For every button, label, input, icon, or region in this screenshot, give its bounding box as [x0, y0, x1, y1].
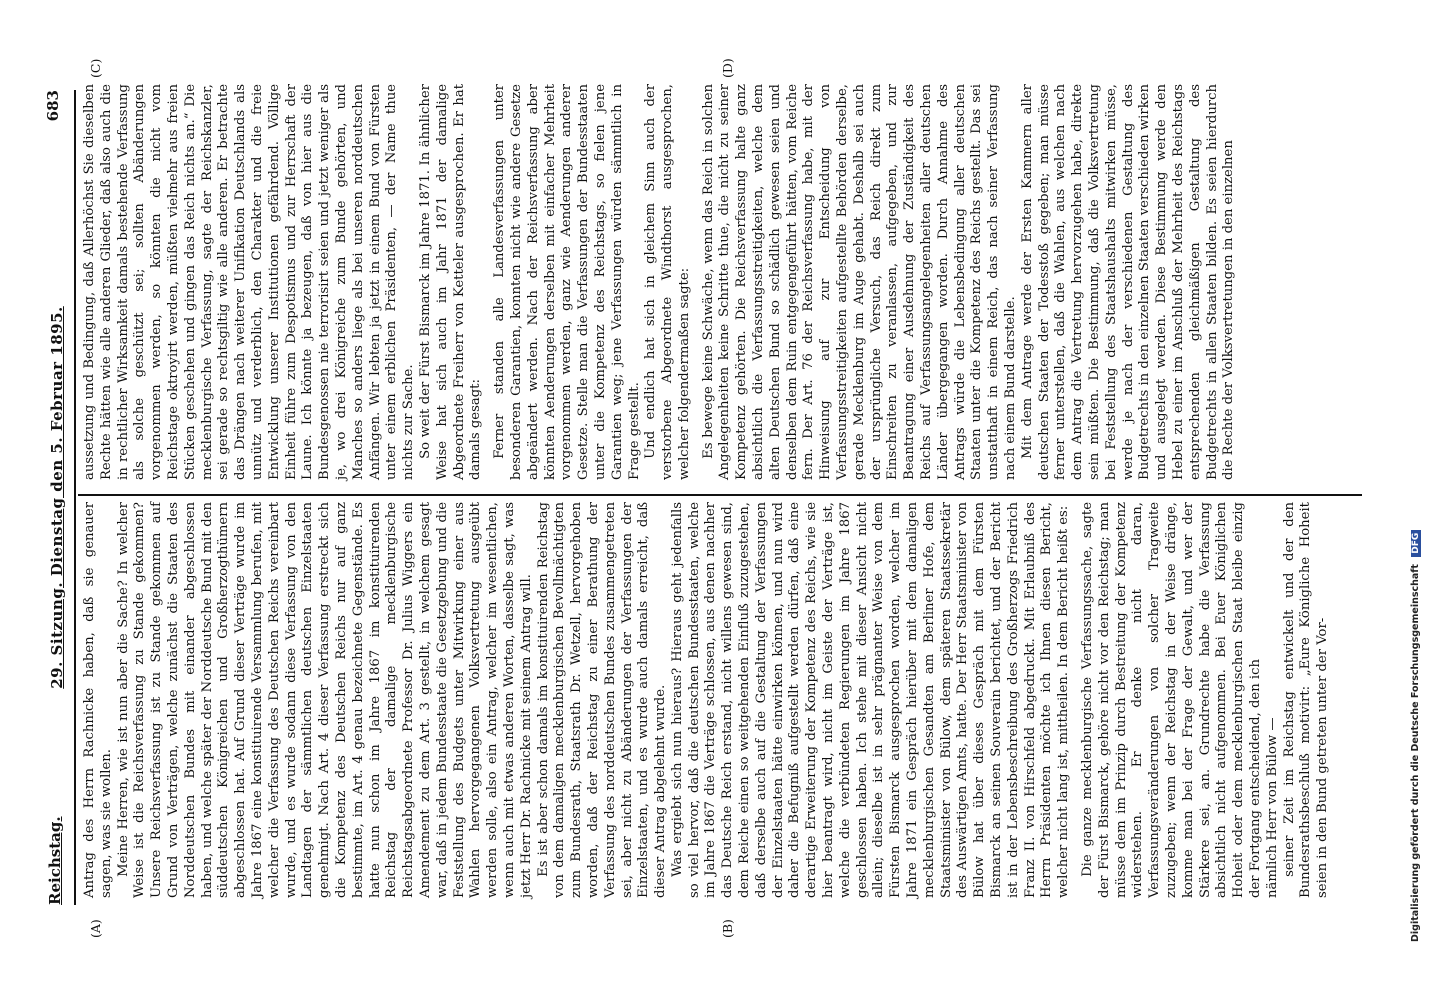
quoted-paragraph: Mit dem Antrage werde der Ersten Kammern aller deutschen Staaten der Todesstoß gegeben; man müsse ferner unterstellen, daß die Wahlen, aus welchen nach dem Antrag die Vertretung hervorzugehen habe, direkte sein müßten. Die Bestimmung, daß die Volksvertretung bei Feststellung des Staatshaushalts mitwirken müsse, werde je nach der verschiedenen Gestaltung des Budgetrechts in den einzelnen Staaten verschieden wirken und ausgelegt werden. Diese Bestimmung werde den Hebel zu einer im Anschluß der Mehrheit des Reichstags entsprechenden gleichmäßigen Gestaltung des Budgetrechts in allen Staaten bilden. Es seien hierdurch die Rechte der Volksvertretungen in den einzelnen: [1019, 84, 1237, 480]
quoted-paragraph: aussetzung und Bedingung, daß Allerhöchst Sie dieselben Rechte hätten wie alle anderen Glieder, daß also auch die in rechtlicher Wirksamkeit damals bestehende Verfassung als solche geschützt sei; sollten Abänderungen vorgenommen werden, so könnten die nicht vom Reichstage oktroyirt werden, müßten vielmehr aus freien Stücken geschehen und gingen das Reich nichts an.“ Die mecklenburgische Verfassung, sagte der Reichskanzler, sei gerade so rechtsgiltig wie alle anderen. Er betrachte das Drängen nach weiterer Unifikation Deutschlands als unnütz und verderblich, den Charakter und die freie Entwicklung unserer Institutionen gefährdend. Völlige Einheit führe zum Despotismus und zur Herrschaft der Laune. Ich könnte ja bezeugen, daß von hier aus die Bundesgenossen nie terrorisirt seien und jetzt weniger als je, wo drei Königreiche zum Bunde gehörten, und Manches so anders liege als bei unseren norddeutschen Anfängen. Wir lebten ja jetzt in einem Bund von Fürsten unter einem erblichen Präsidenten, — der Name thue nichts zur Sache.: [82, 84, 417, 480]
paragraph: Meine Herren, wie ist nun aber die Sache? In welcher Weise ist die Reichsverfassung zu Stande gekommen? Unsere Reichsverfassung ist zu Stande gekommen auf Grund von Verträgen, welche zunächst die Staaten des Norddeutschen Bundes mit einander abgeschlossen haben, und welche später der Norddeutsche Bund mit den süddeutschen Königreichen und Großherzogthümern abgeschlossen hat. Auf Grund dieser Verträge wurde im Jahre 1867 eine konstituirende Versammlung berufen, mit welcher die Verfassung des Deutschen Reichs vereinbart wurde, und es wurde sodann diese Verfassung von den Landtagen der sämmtlichen deutschen Einzelstaaten genehmigt. Nach Art. 4 dieser Verfassung erstreckt sich die Kompetenz des Deutschen Reichs nur auf ganz bestimmte, im Art. 4 genau bezeichnete Gegenstände. Es hatte nun schon im Jahre 1867 im konstituirenden Reichstag der damalige mecklenburgische Reichstagsabgeordnete Professor Dr. Julius Wiggers ein Amendement zu dem Art. 3 gestellt, in welchem gesagt war, daß in jedem Bundesstaate die Gesetzgebung und die Feststellung des Budgets unter Mitwirkung einer aus Wahlen hervorgegangenen Volksvertretung ausgeübt werden solle, also ein Antrag, welcher im wesentlichen, wenn auch mit etwas anderen Worten, dasselbe sagt, was jetzt Herr Dr. Rachnicke mit seinem Antrag will.: [115, 502, 534, 898]
paragraph: Was ergiebt sich nun hieraus? Hieraus geht jedenfalls so viel hervor, daß die deutschen Bundesstaaten, welche im Jahre 1867 die Verträge schlossen, aus denen nachher das Deutsche Reich erstand, nicht willens gewesen sind, dem Reiche einen so weitgehenden Einfluß zuzugestehen, daß derselbe auch auf die Gestaltung der Verfassungen der Einzelstaaten hätte einwirken können, und nun wird daher die Befugniß aufgestellt werden dürfen, daß eine derartige Erweiterung der Kompetenz des Reichs, wie sie hier beantragt wird, nicht im Geiste der Verträge ist, welche die verbündeten Regierungen im Jahre 1867 geschlossen haben. Ich stehe mit dieser Ansicht nicht allein; dieselbe ist in sehr prägnanter Weise von dem Fürsten Bismarck ausgesprochen worden, welcher im Jahre 1871 ein Gespräch hierüber mit dem damaligen mecklenburgischen Gesandten am Berliner Hofe, dem Staatsminister von Bülow, dem späteren Staatssekretär des Auswärtigen Amts, hatte. Der Herr Staatsminister von Bülow hat über dieses Gespräch mit dem Fürsten Bismarck an seinen Souverain berichtet, und der Bericht ist in der Lebensbeschreibung des Großherzogs Friedrich Franz II. von Hirschfeld abgedruckt. Mit Erlaubniß des Herrn Präsidenten möchte ich Ihnen diesen Bericht, welcher nicht lang ist, mittheilen. In dem Bericht heißt es:: [669, 502, 1072, 898]
quoted-paragraph: Die ganze mecklenburgische Verfassungssache, sagte der Fürst Bismarck, gehöre nicht vor den Reichstag; man müsse dem im Prinzip durch Bestreitung der Kompetenz widerstehen. Er denke nicht daran, Verfassungsveränderungen von solcher Tragweite zuzugeben; wenn der Reichstag in der Weise dränge, komme man bei der Frage der Gewalt, und wer der Stärkere sei, an. Grundrechte habe die Verfassung absichtlich nicht aufgenommen. Bei Euer Königlichen Hoheit oder dem mecklenburgischen Staat bleibe einzig der Fortgang entscheidend, den ich: [1080, 502, 1263, 898]
quoted-paragraph: Es bewege keine Schwäche, wenn das Reich in solchen Angelegenheiten keine Schritte thue, die nicht zu seiner Kompetenz gehörten. Die Reichsverfassung halte ganz absichtlich die Verfassungsstreitigkeiten, welche dem alten Deutschen Bund so schädlich gewesen seien und denselben dem Ruin entgegengeführt hätten, vom Reiche fern. Der Art. 76 der Reichsverfassung habe, mit der Hinweisung auf zur Entscheidung von Verfassungsstreitigkeiten aufgestellte Behörden derselbe, gerade Mecklenburg im Auge gehabt. Deshalb sei auch der ursprüngliche Versuch, das Reich direkt zum Einschreiten zu veranlassen, aufgegeben, und zur Beantragung einer Ausdehnung der Zuständigkeit des Reichs auf Verfassungsangelegenheiten aller deutschen Länder übergegangen worden. Durch Annahme des Antrags würde die Lebensbedingung aller deutschen Staaten unter die Kompetenz des Reichs gestellt. Das sei unstatthaft in einem Reich, das nach seiner Verfassung nach einem Bund darstelle.: [700, 84, 1019, 480]
margin-marker-c: (C): [88, 58, 103, 78]
digitization-credit: [1410, 0, 1421, 942]
paragraph: Antrag des Herrn Rachnicke haben, daß sie genauer sagen, was sie wollen.: [82, 502, 114, 898]
page-number: 683: [44, 90, 62, 122]
paragraph: nämlich Herr von Bülow —: [1264, 717, 1280, 898]
margin-marker-d: (D): [720, 58, 735, 78]
paragraph: Und endlich hat sich in gleichem Sinn auch der verstorbene Abgeordnete Windthorst ausgesprochen, welcher folgendermaßen sagte:: [643, 84, 692, 480]
paragraph: So weit der Fürst Bismarck im Jahre 1871. In ähnlicher Weise hat sich auch im Jahr 1871 der damalige Abgeordnete Freiherr von Ketteler ausgesprochen. Er hat damals gesagt:: [417, 84, 484, 480]
margin-marker-a: (A): [88, 919, 103, 938]
right-column: [82, 84, 1238, 480]
header-title: 29. Sitzung. Dienstag den 5. Februar 1895.: [48, 306, 66, 689]
margin-marker-b: (B): [720, 919, 735, 938]
dfg-logo: DFG: [1411, 530, 1421, 557]
left-column: [82, 502, 1332, 898]
column-divider: [78, 494, 1362, 496]
header-rule: [74, 90, 76, 905]
header-left: Reichstag.: [46, 816, 64, 905]
quoted-paragraph: Ferner standen alle Landesverfassungen unter besonderen Garantien, konnten nicht wie andere Gesetze abgeändert werden. Nach der Reichsverfassung aber könnten Aenderungen derselben mit einfacher Mehrheit vorgenommen werden, ganz wie Aenderungen anderer Gesetze. Stelle man die Verfassungen der Bundesstaaten unter die Kompetenz des Reichstags, so fielen jene Garantien weg; jene Verfassungen würden sämmtlich in Frage gestellt.: [492, 84, 642, 480]
quoted-paragraph: seiner Zeit im Reichstag entwickelt und der den Bundesrathsbeschluß motivirt: „Eure Königliche Hoheit seien in den Bund getreten unter der Vor-: [1281, 502, 1331, 898]
paragraph: Es ist aber schon damals im konstituirenden Reichstag von dem damaligen mecklenburgischen Bevollmächtigten zum Bundesrath, Staatsrath Dr. Wetzell, hervorgehoben worden, daß der Reichstag zu einer Berathung der Verfassung des norddeutschen Bundes zusammengetreten sei, aber nicht zu Abänderungen der Verfassungen der Einzelstaaten, und es wurde auch damals erreicht, daß dieser Antrag abgelehnt wurde.: [535, 502, 669, 898]
credit-text: Digitalisierung gefördert durch die Deutsche Forschungsgemeinschaft: [1410, 564, 1421, 942]
page-header: [40, 90, 74, 905]
